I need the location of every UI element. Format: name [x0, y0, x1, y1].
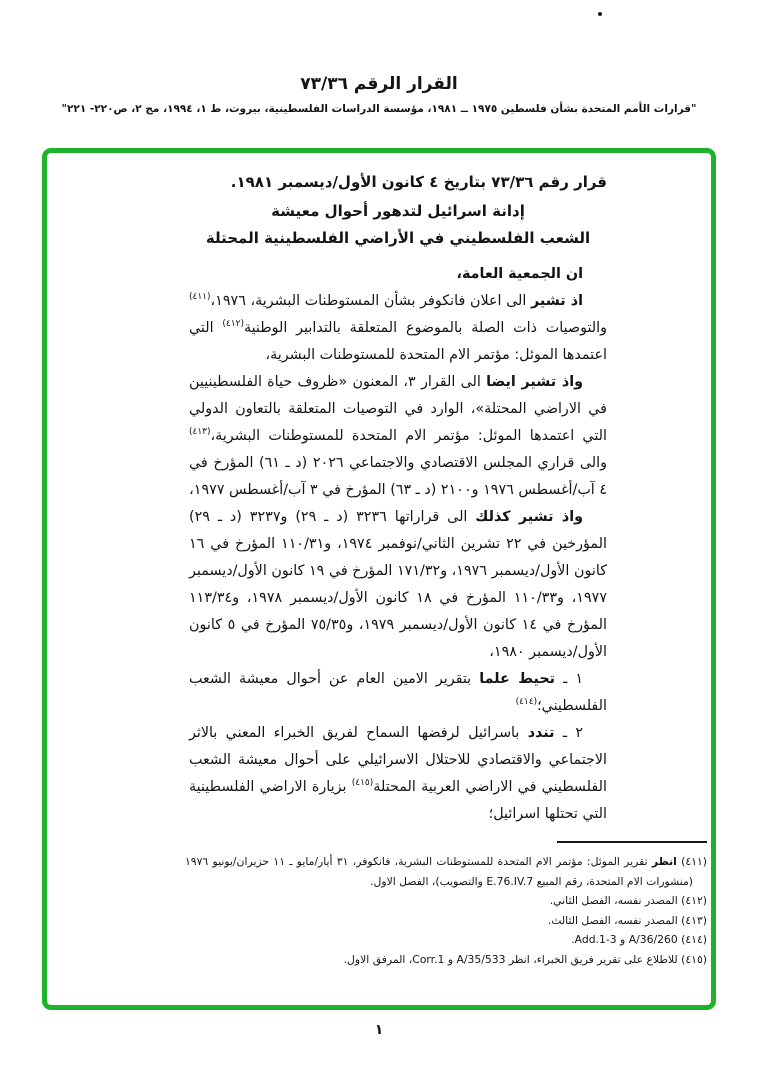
resolution-green-frame	[42, 148, 716, 1010]
body-paragraph: اذ تشير الى اعلان فانكوفر بشأن المستوطنات البشرية، ١٩٧٦،$^{(٤١١)}$ والتوصيات ذات الصلة بالموضوع المتعلقة بالتدابير الوطنية$^{(٤١٢)}$ التي اعتمدها الموئل: مؤتمر الام المتحدة للمستوطنات البشرية،	[189, 292, 607, 363]
resolution-subject-line-1: إدانة اسرائيل لتدهور أحوال معيشة	[271, 202, 525, 220]
body-paragraph: ان الجمعية العامة،	[456, 266, 583, 282]
page-title: القرار الرقم ٧٣/٣٦	[300, 74, 458, 94]
footnote-list	[185, 852, 707, 969]
body-paragraph: ١ ـ تحيط علما بتقرير الامين العام عن أحوال معيشة الشعب الفلسطيني؛$^{(٤١٤)}$	[189, 671, 607, 714]
resolution-body	[189, 261, 607, 828]
footnote-reference: (٤١٣)	[189, 427, 211, 438]
footnote-reference: (٤١١)	[189, 292, 211, 303]
source-citation: "قرارات الأمم المتحدة بشأن فلسطين ١٩٧٥ ــ ١٩٨١، مؤسسة الدراسات الفلسطينية، بيروت، ط ١، ١٩٩٤، مج ٢، ص٢٢٠- ٢٢١"	[61, 103, 697, 115]
document-header	[0, 74, 758, 115]
footnote: (٤١٣) المصدر نفسه، الفصل الثالث.	[547, 913, 707, 927]
scan-artifact-dot	[598, 12, 602, 16]
footnote: (٤١٢) المصدر نفسه، الفصل الثاني.	[549, 894, 707, 907]
resolution-heading: قرار رقم ٧٣/٣٦ بتاريخ ٤ كانون الأول/ديسمبر ١٩٨١.	[230, 173, 607, 191]
footnote-reference: (٤١٢)	[222, 319, 244, 330]
body-paragraph: واذ تشير كذلك الى قراراتها ٣٢٣٦ (د ـ ٢٩) و٣٢٣٧ (د ـ ٢٩) المؤرخين في ٢٢ تشرين الثاني/نوفمبر ١٩٧٤، و١١٠/٣١ المؤرخ في ١٦ كانون الأول/ديسمبر ١٩٧٦، و١٧١/٣٢ المؤرخ في ١٩ كانون الأول/ديسمبر ١٩٧٧، و١١٠/٣٣ المؤرخ في ١٨ كانون الأول/ديسمبر ١٩٧٨، و١١٣/٣٤ المؤرخ في ١٤ كانون الأول/ديسمبر ١٩٧٩، و٧٥/٣٥ المؤرخ في ٥ كانون الأول/ديسمبر ١٩٨٠،	[189, 509, 608, 660]
footnote: (٤١١) انظر تقرير الموئل: مؤتمر الام المتحدة للمستوطنات البشرية، فانكوفر، ٣١ أيار/مايو ـ ١١ حزيران/يونيو ١٩٧٦ (منشورات الام المتحدة، رقم المبيع E.76.IV.7 والتصويب)، الفصل الاول.	[185, 855, 707, 888]
body-paragraph: ٢ ـ تندد باسرائيل لرفضها السماح لفريق الخبراء المعني بالاثر الاجتماعي والاقتصادي للاحتلال الاسرائيلي على أحوال معيشة الشعب الفلسطيني في الاراضي العربية المحتلة$^{(٤١٥)}$ بزيارة الاراضي الفلسطينية التي تحتلها اسرائيل؛	[189, 725, 607, 822]
resolution-subject-line-2: الشعب الفلسطيني في الأراضي الفلسطينية المحتلة	[205, 229, 591, 247]
page-number: ١	[374, 1022, 384, 1038]
footnote-separator-rule	[557, 841, 707, 843]
footnote-block	[185, 841, 707, 969]
footnote: (٤١٥) للاطلاع على تقرير فريق الخبراء، انظر A/35/533 و Corr.1، المرفق الاول.	[343, 952, 707, 966]
footnote-reference: (٤١٤)	[515, 697, 538, 708]
footnote: (٤١٤) A/36/260 و Add.1-3.	[571, 933, 707, 946]
body-paragraph: واذ تشير ايضا الى القرار ٣، المعنون «ظروف حياة الفلسطينيين في الاراضي المحتلة»، الوارد في التوصيات المتعلقة بالتعاون الدولي التي اعتمدها الموئل: مؤتمر الام المتحدة للمستوطنات البشرية،$^{(٤١٣)}$ والى قراري المجلس الاقتصادي والاجتماعي ٢٠٢٦ (د ـ ٦١) المؤرخ في ٤ آب/أغسطس ١٩٧٦ و٢١٠٠ (د ـ ٦٣) المؤرخ في ٣ آب/أغسطس ١٩٧٧،	[189, 374, 608, 498]
resolution-subject	[189, 198, 607, 252]
footnote-reference: (٤١٥)	[351, 778, 374, 789]
